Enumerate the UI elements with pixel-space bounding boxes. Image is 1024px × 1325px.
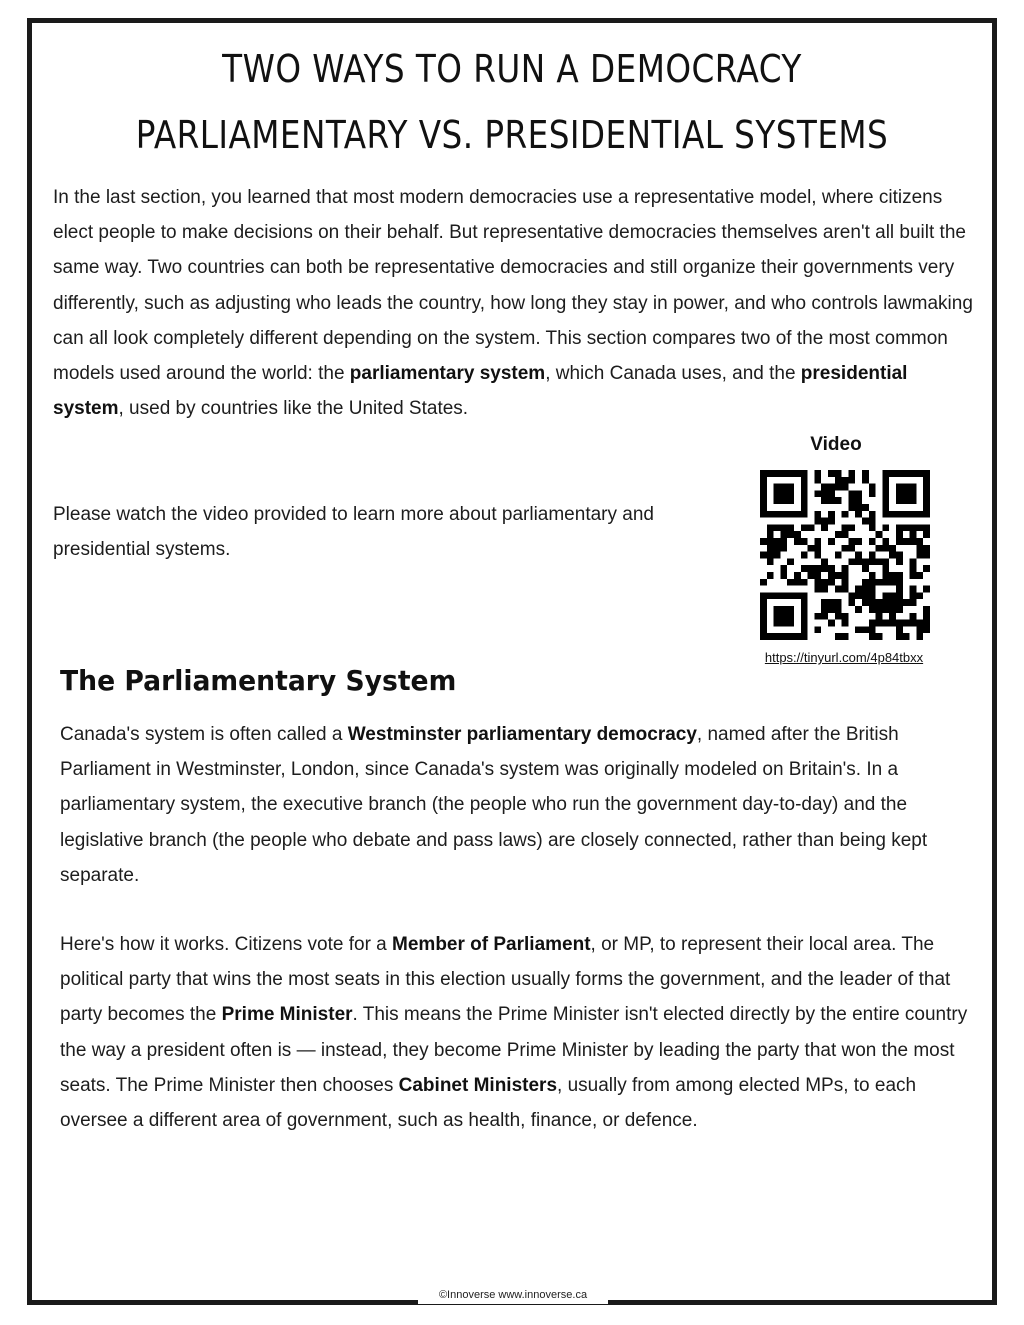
term-cabinet-ministers: Cabinet Ministers xyxy=(398,1074,558,1096)
intro-paragraph: In the last section, you learned that most modern democracies use a representative model, where citizens elect people to make decisions on their behalf. But representative democracies themselves aren't all built the same way. Two countries can both be representative democracies and still organize their governments very differently, such as adjusting who leads the country, how long they stay in power, and who controls lawmaking can all look completely different depending on the system. This section compares two of the most common models used around the world: the parliamentary system, which Canada uses, and the presidential system, used by countries like the United States. xyxy=(53,187,973,420)
term-member-of-parliament: Member of Parliament xyxy=(392,934,591,955)
page-title: TWO WAYS TO RUN A DEMOCRACY xyxy=(222,47,802,91)
term-presidential-system: presidential system xyxy=(53,363,908,420)
video-link[interactable]: https://tinyurl.com/4p84tbxx xyxy=(764,650,924,665)
section-heading: The Parliamentary System xyxy=(60,664,457,697)
term-prime-minister: Prime Minister xyxy=(221,1004,353,1026)
how-it-works-paragraph: Here's how it works. Citizens vote for a Member of Parliament, or MP, to represent their local area. The political party that wins the most seats in this election usually forms the government, and the leader of that party becomes the Prime Minister. This means the Prime Minister isn't elected directly by the entire country the way a president often is — instead, they become Prime Minister by leading the party that won the most seats. The Prime Minister then chooses Cabinet Ministers, usually from among elected MPs, to each oversee a different area of government, such as health, finance, or defence. xyxy=(60,934,968,1132)
term-westminster: Westminster parliamentary democracy xyxy=(347,724,697,745)
term-parliamentary-system: parliamentary system xyxy=(349,363,546,385)
video-instruction: Please watch the video provided to learn more about parliamentary and presidential systems. xyxy=(53,504,654,561)
footer-copyright: ©Innoverse www.innoverse.ca xyxy=(418,1286,608,1304)
westminster-paragraph: Canada's system is often called a Westminster parliamentary democracy, named after the British Parliament in Westminster, London, since Canada's system was originally modeled on Britain's. In a parliamentary system, the executive branch (the people who run the government day-to-day) and the legislative branch (the people who debate and pass laws) are closely connected, rather than being kept separate. xyxy=(60,724,928,886)
page-subtitle: PARLIAMENTARY VS. PRESIDENTIAL SYSTEMS xyxy=(135,113,889,157)
qr-code-icon[interactable] xyxy=(760,470,930,640)
video-label: Video xyxy=(810,434,862,455)
